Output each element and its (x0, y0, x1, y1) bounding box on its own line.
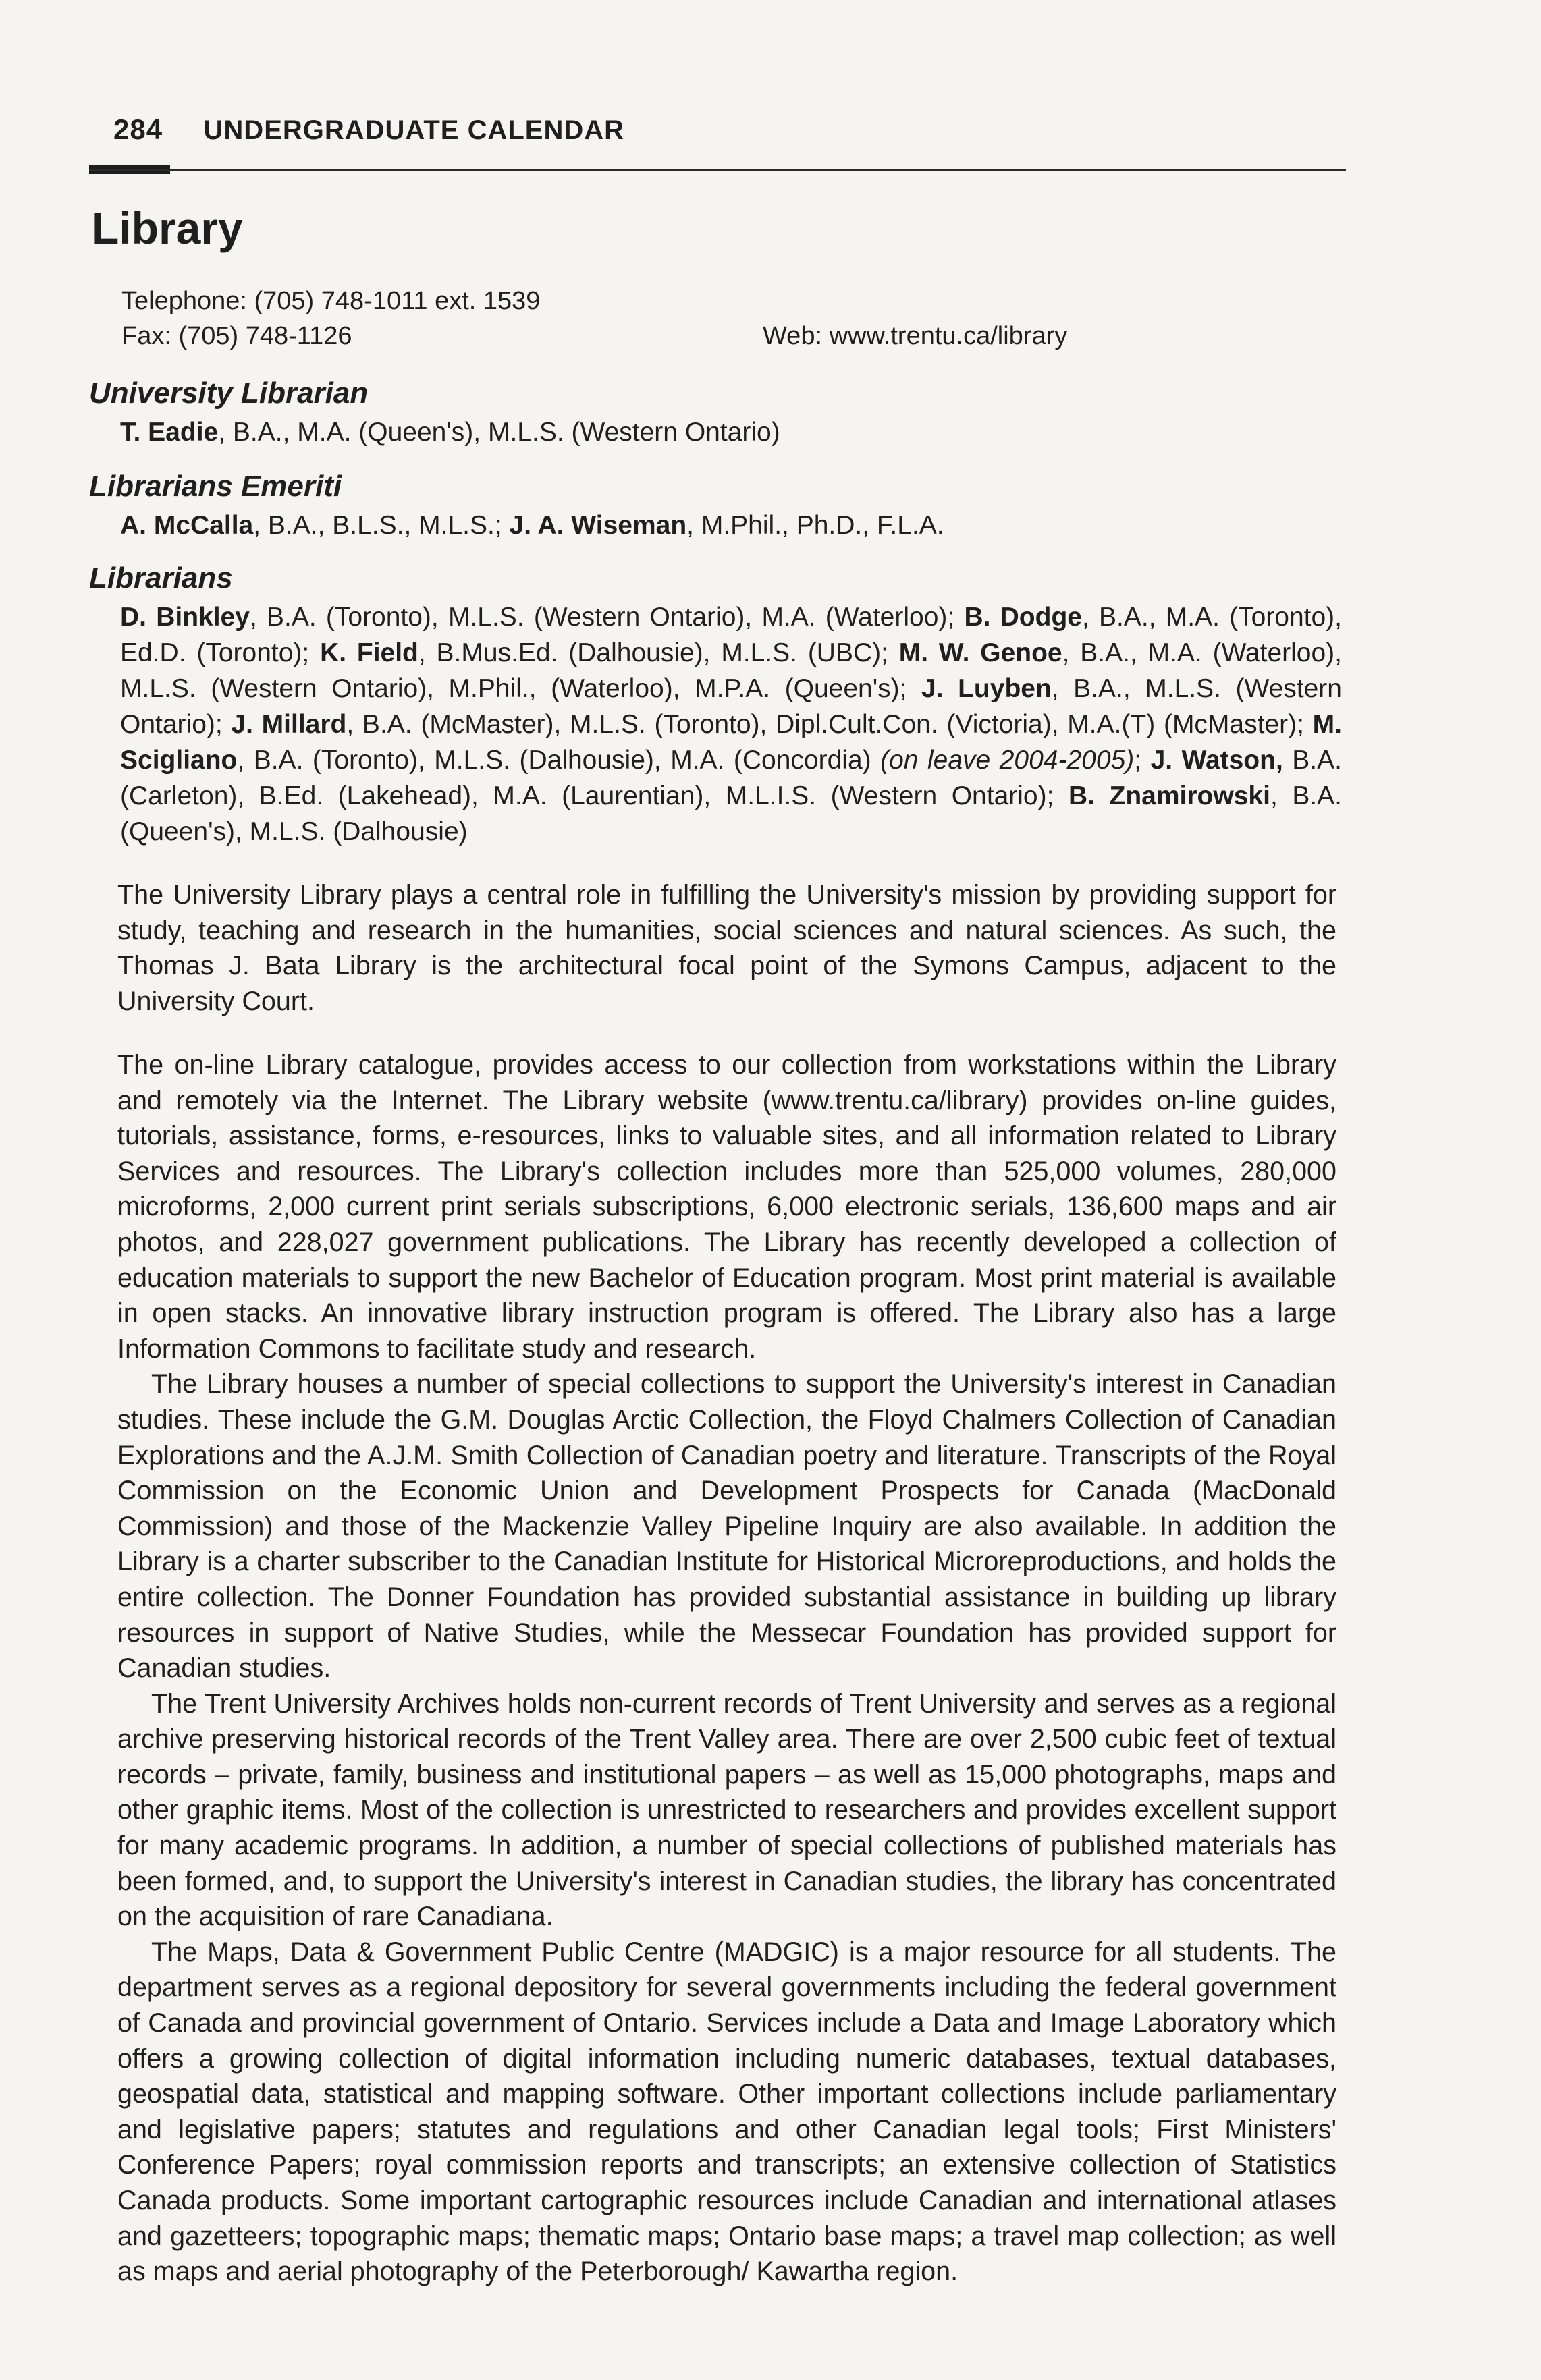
section-title: Library (92, 203, 243, 253)
staff-name: B. Dodge (964, 603, 1082, 632)
staff-names (120, 507, 1342, 543)
fax-line: Fax: (705) 748-1126 (121, 322, 352, 350)
running-header (113, 113, 1362, 154)
staff-credentials: B.A. (Carleton), B.Ed. (Lakehead), M.A. (Laurentian), M.L.I.S. (Western Ontario); (120, 746, 1342, 810)
staff-names (120, 599, 1342, 850)
librarians-emeriti-block (89, 470, 1345, 543)
staff-name: A. McCalla (120, 511, 254, 540)
telephone-line: Telephone: (705) 748-1011 ext. 1539 (121, 287, 541, 315)
staff-note: (on leave 2004-2005) (880, 746, 1135, 775)
staff-name: J. Luyben (921, 674, 1052, 703)
staff-credentials: , B.A., B.L.S., M.L.S.; (253, 511, 510, 540)
librarians-block (89, 561, 1345, 850)
staff-name: T. Eadie (120, 418, 219, 447)
staff-name: M. Scigliano (120, 710, 1342, 775)
role-heading: Librarians Emeriti (89, 470, 342, 503)
paragraph-catalogue: The on-line Library catalogue, provides access to our collection from workstations within the Library and remotely via the Internet. The Library website (www.trentu.ca/library) provides on-line guides, tutorials, assistance, forms, e-resources, links to valuable sites, and all information related to Library Services and resources. The Library's collection includes more than 525,000 volumes, 280,000 microforms, 2,000 current print serials subscriptions, 6,000 electronic serials, 136,600 maps and air photos, and 228,027 government publications. The Library has recently developed a collection of education materials to support the new Bachelor of Education program. Most print material is available in open stacks. An innovative library instruction program is offered. The Library also has a large Information Commons to facilitate study and research. (117, 1050, 1336, 1364)
paragraph-archives: The Trent University Archives holds non-current records of Trent University and serves as a regional archive preserving historical records of the Trent Valley area. There are over 2,500 cubic feet of textual records – private, family, business and institutional papers – as well as 15,000 photographs, maps and other graphic items. Most of the collection is unrestricted to researchers and provides excellent support for many academic programs. In addition, a number of special collections of published materials has been formed, and, to support the University's interest in Canadian studies, the library has concentrated on the acquisition of rare Canadiana. (117, 1688, 1336, 1932)
staff-name: J. Watson, (1150, 746, 1283, 775)
paragraph-madgic: The Maps, Data & Government Public Centre (MADGIC) is a major resource for all students. The department serves as a regional depository for several governments including the federal government of Canada and provincial government of Ontario. Services include a Data and Image Laboratory which offers a growing collection of digital information including numeric databases, textual databases, geospatial data, statistical and mapping software. Other important collections include parliamentary and legislative papers; statutes and regulations and other Canadian legal tools; First Ministers' Conference Papers; royal commission reports and transcripts; an extensive collection of Statistics Canada products. Some important cartographic resources include Canadian and international atlases and gazetteers; topographic maps; thematic maps; Ontario base maps; a travel map collection; as well as maps and aerial photography of the Peterborough/ Kawartha region. (117, 1937, 1336, 2287)
staff-credentials: , B.A., M.A. (Toronto), Ed.D. (Toronto); (120, 603, 1342, 667)
staff-name: D. Binkley (120, 603, 250, 632)
staff-credentials: , B.Mus.Ed. (Dalhousie), M.L.S. (UBC); (418, 638, 899, 667)
staff-credentials: , B.A. (Toronto), M.L.S. (Western Ontario), M.A. (Waterloo); (249, 603, 965, 632)
staff-names (120, 414, 1342, 450)
staff-credentials: , B.A., M.A. (Queen's), M.L.S. (Western Ontario) (218, 418, 780, 447)
staff-name: K. Field (320, 638, 418, 667)
staff-separator: ; (1134, 746, 1151, 775)
staff-name: J. Millard (231, 710, 347, 739)
calendar-title: UNDERGRADUATE CALENDAR (203, 115, 624, 145)
staff-credentials: , B.A. (Toronto), M.L.S. (Dalhousie), M.A. (Concordia) (237, 746, 881, 775)
staff-credentials: , B.A. (McMaster), M.L.S. (Toronto), Dipl.Cult.Con. (Victoria), M.A.(T) (McMaster); (346, 710, 1313, 739)
staff-credentials: , B.A. (Queen's), M.L.S. (Dalhousie) (120, 781, 1343, 846)
body-text-main (117, 1047, 1336, 2290)
role-heading: University Librarian (89, 377, 369, 410)
university-librarian-block (89, 377, 1345, 450)
role-heading: Librarians (89, 561, 233, 594)
staff-credentials: , M.Phil., Ph.D., F.L.A. (686, 511, 944, 540)
staff-credentials: , B.A., M.A. (Waterloo), M.L.S. (Western Ontario), M.Phil., (Waterloo), M.P.A. (Queen's); (120, 638, 1343, 703)
contact-info (121, 283, 1336, 354)
web-link[interactable]: Web: www.trentu.ca/library (763, 322, 1068, 350)
staff-name: M. W. Genoe (898, 638, 1062, 667)
staff-credentials: , B.A., M.L.S. (Western Ontario); (120, 674, 1342, 739)
paragraph-role: The University Library plays a central role in fulfilling the University's mission by providing support for study, teaching and research in the humanities, social sciences and natural sciences. As such, the Thomas J. Bata Library is the architectural focal point of the Symons Campus, adjacent to the University Court. (117, 880, 1336, 1016)
staff-name: J. A. Wiseman (509, 511, 687, 540)
page-number: 284 (113, 113, 163, 145)
staff-name: B. Znamirowski (1068, 781, 1270, 810)
paragraph-special-collections: The Library houses a number of special collections to support the University's interest in Canadian studies. These include the G.M. Douglas Arctic Collection, the Floyd Chalmers Collection of Canadian Explorations and the A.J.M. Smith Collection of Canadian poetry and literature. Transcripts of the Royal Commission on the Economic Union and Development Prospects for Canada (MacDonald Commission) and those of the Mackenzie Valley Pipeline Inquiry are also available. In addition the Library is a charter subscriber to the Canadian Institute for Historical Microreproductions, and holds the entire collection. The Donner Foundation has provided substantial assistance in building up library resources in support of Native Studies, while the Messecar Foundation has provided support for Canadian studies. (117, 1369, 1336, 1684)
header-rule (89, 169, 1346, 171)
body-text (117, 877, 1336, 1019)
